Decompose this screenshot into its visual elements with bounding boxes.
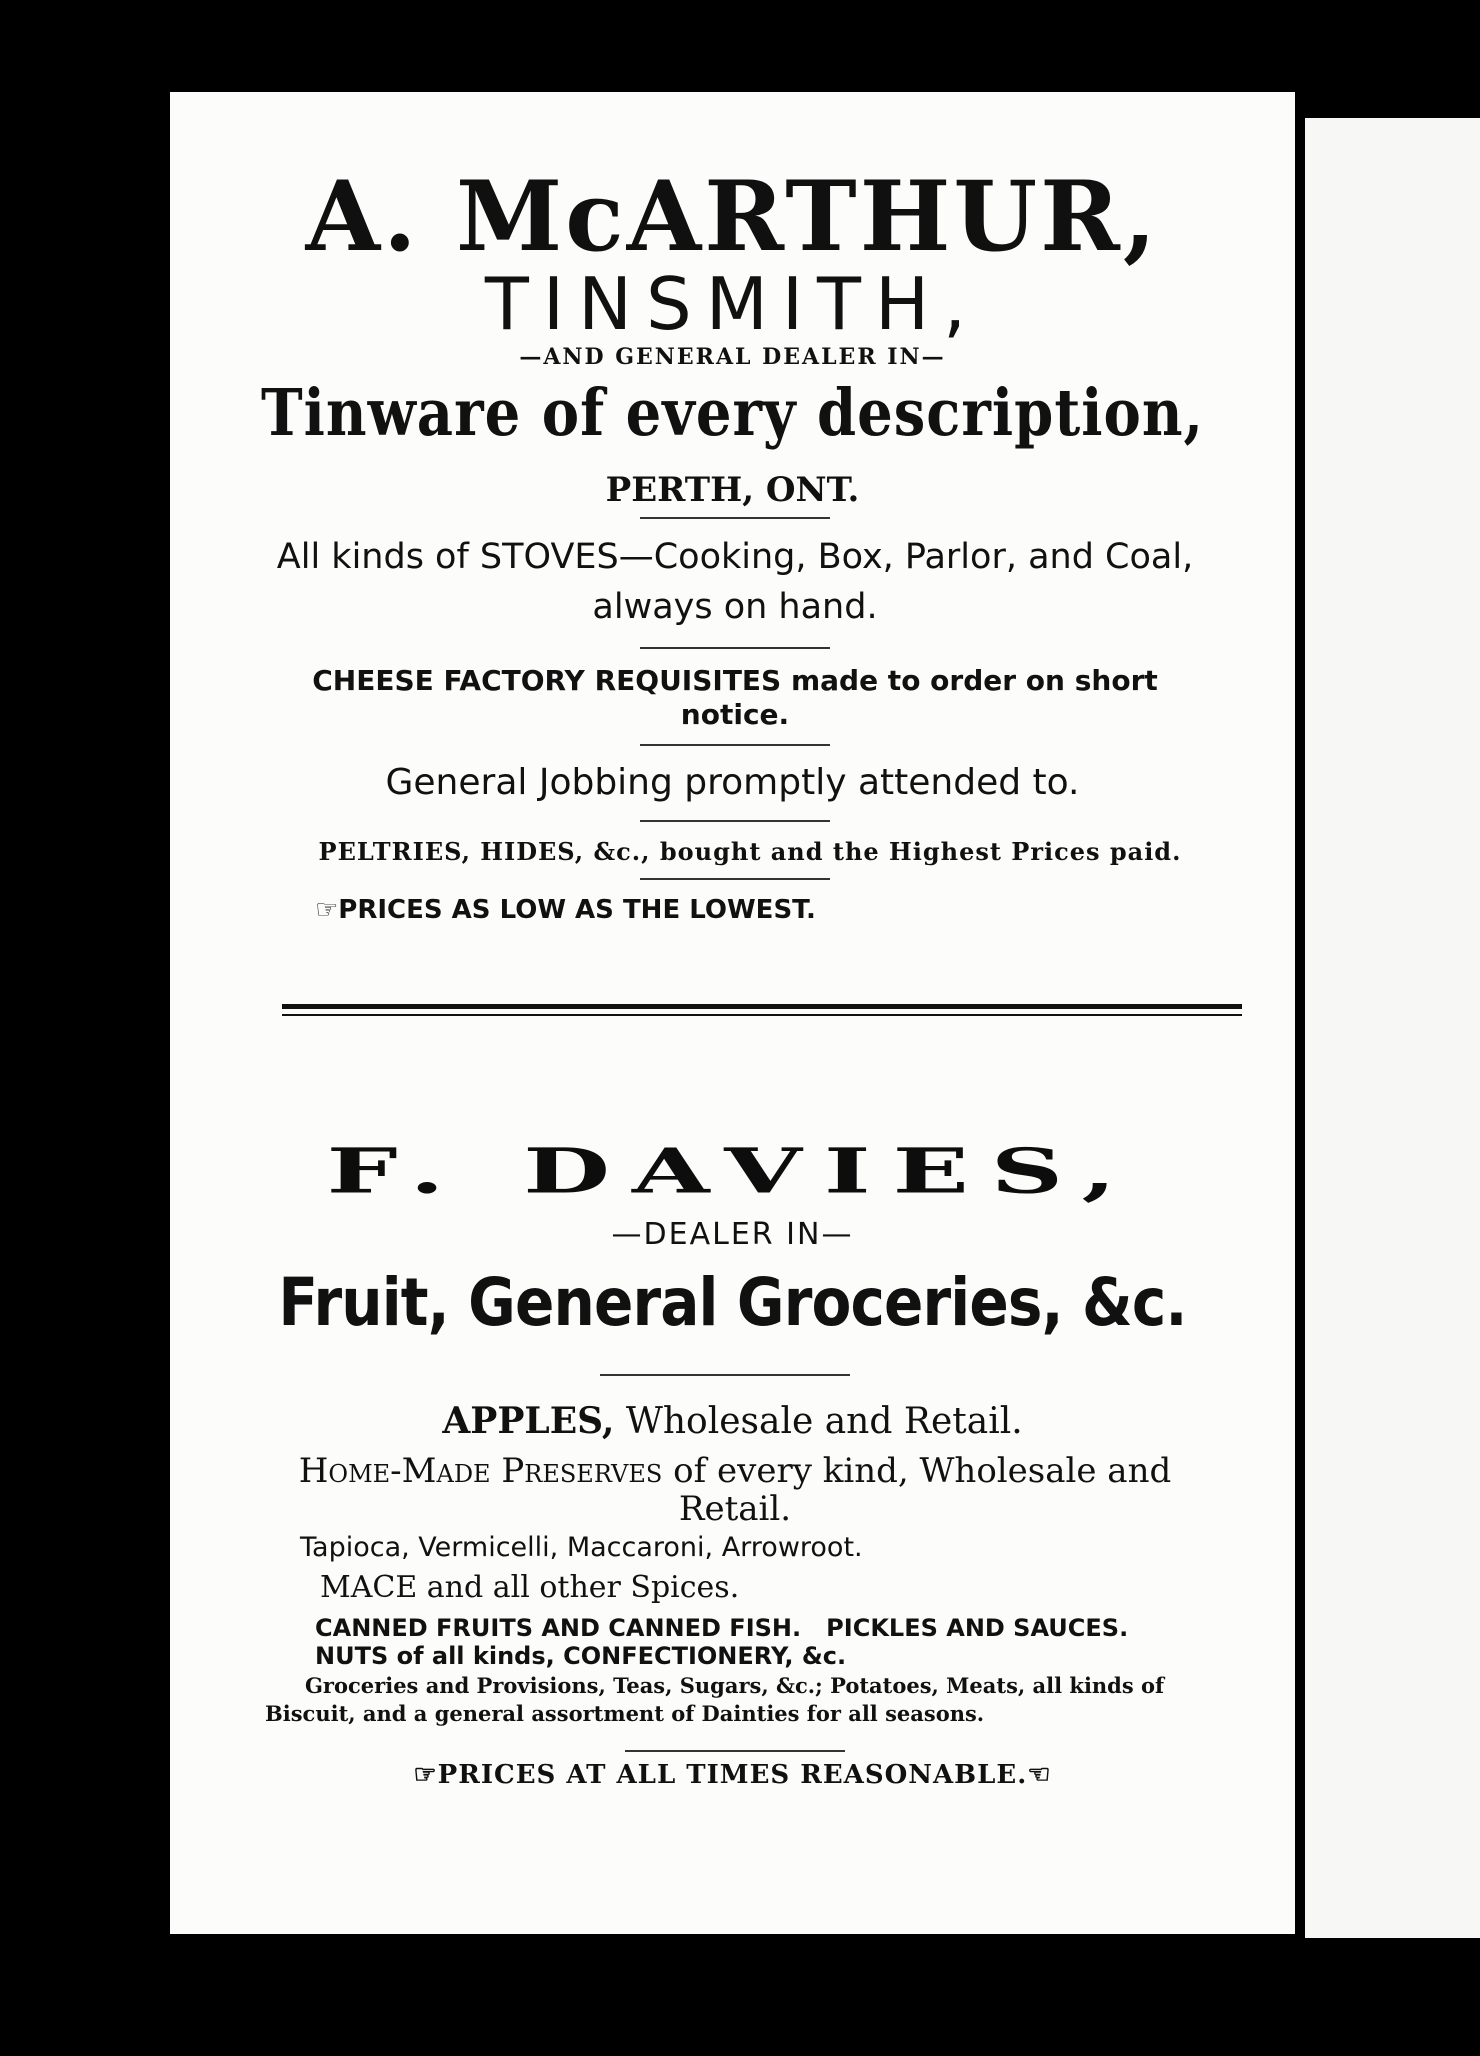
- short-rule: [640, 878, 830, 880]
- mcarthur-prices: ☞PRICES AS LOW AS THE LOWEST.: [315, 895, 816, 925]
- section-divider: [282, 1004, 1242, 1009]
- davies-tapioca: Tapioca, Vermicelli, Maccaroni, Arrowroot.: [300, 1532, 863, 1563]
- mcarthur-dealer-line: —AND GENERAL DEALER IN—: [519, 344, 946, 370]
- davies-headline: Fruit, General Groceries, &c.: [278, 1264, 1187, 1341]
- short-rule: [625, 1750, 845, 1752]
- canned-line: NUTS of all kinds, CONFECTIONERY, &c.: [315, 1642, 847, 1670]
- davies-canned: [315, 1614, 1245, 1670]
- short-rule: [640, 820, 830, 822]
- mcarthur-trade: TINSMITH,: [484, 262, 981, 346]
- davies-name: F. DAVIES,: [326, 1134, 1139, 1208]
- davies-apples: [170, 1400, 1295, 1442]
- davies-prices: ☞PRICES AT ALL TIMES REASONABLE.☜: [413, 1760, 1052, 1790]
- mcarthur-peltries: PELTRIES, HIDES, &c., bought and the Highest Prices paid.: [318, 837, 1182, 866]
- davies-preserves: [270, 1452, 1200, 1528]
- advertisement-page: [170, 92, 1295, 1934]
- mcarthur-location: PERTH, ONT.: [605, 470, 860, 510]
- mcarthur-name: A. McARTHUR,: [305, 160, 1160, 273]
- preserves-detail: of every kind, Wholesale and Retail.: [662, 1451, 1172, 1529]
- short-rule: [600, 1374, 850, 1376]
- mcarthur-specialty: Tinware of every description,: [260, 375, 1205, 451]
- short-rule: [640, 517, 830, 519]
- apples-detail: Wholesale and Retail.: [614, 1401, 1023, 1442]
- apples-label: APPLES,: [442, 1400, 615, 1442]
- davies-mace: MACE and all other Spices.: [320, 1570, 740, 1605]
- mcarthur-stoves: All kinds of STOVES—Cooking, Box, Parlor, and Coal, always on hand.: [276, 537, 1194, 627]
- short-rule: [640, 744, 830, 746]
- preserves-label: Home-Made Preserves: [298, 1451, 663, 1491]
- section-divider: [282, 1014, 1242, 1016]
- davies-groceries: Groceries and Provisions, Teas, Sugars, &c.; Potatoes, Meats, all kinds of Biscuit, and a general assortment of Dainties for all seasons.: [265, 1673, 1165, 1726]
- short-rule: [640, 647, 830, 649]
- mcarthur-jobbing: General Jobbing promptly attended to.: [385, 762, 1080, 803]
- canned-line: CANNED FRUITS AND CANNED FISH. PICKLES AND SAUCES.: [315, 1614, 1129, 1642]
- mcarthur-cheese: CHEESE FACTORY REQUISITES made to order on short notice.: [312, 664, 1158, 731]
- davies-dealer-line: —DEALER IN—: [611, 1217, 854, 1252]
- adjacent-page-strip: [1305, 118, 1480, 1938]
